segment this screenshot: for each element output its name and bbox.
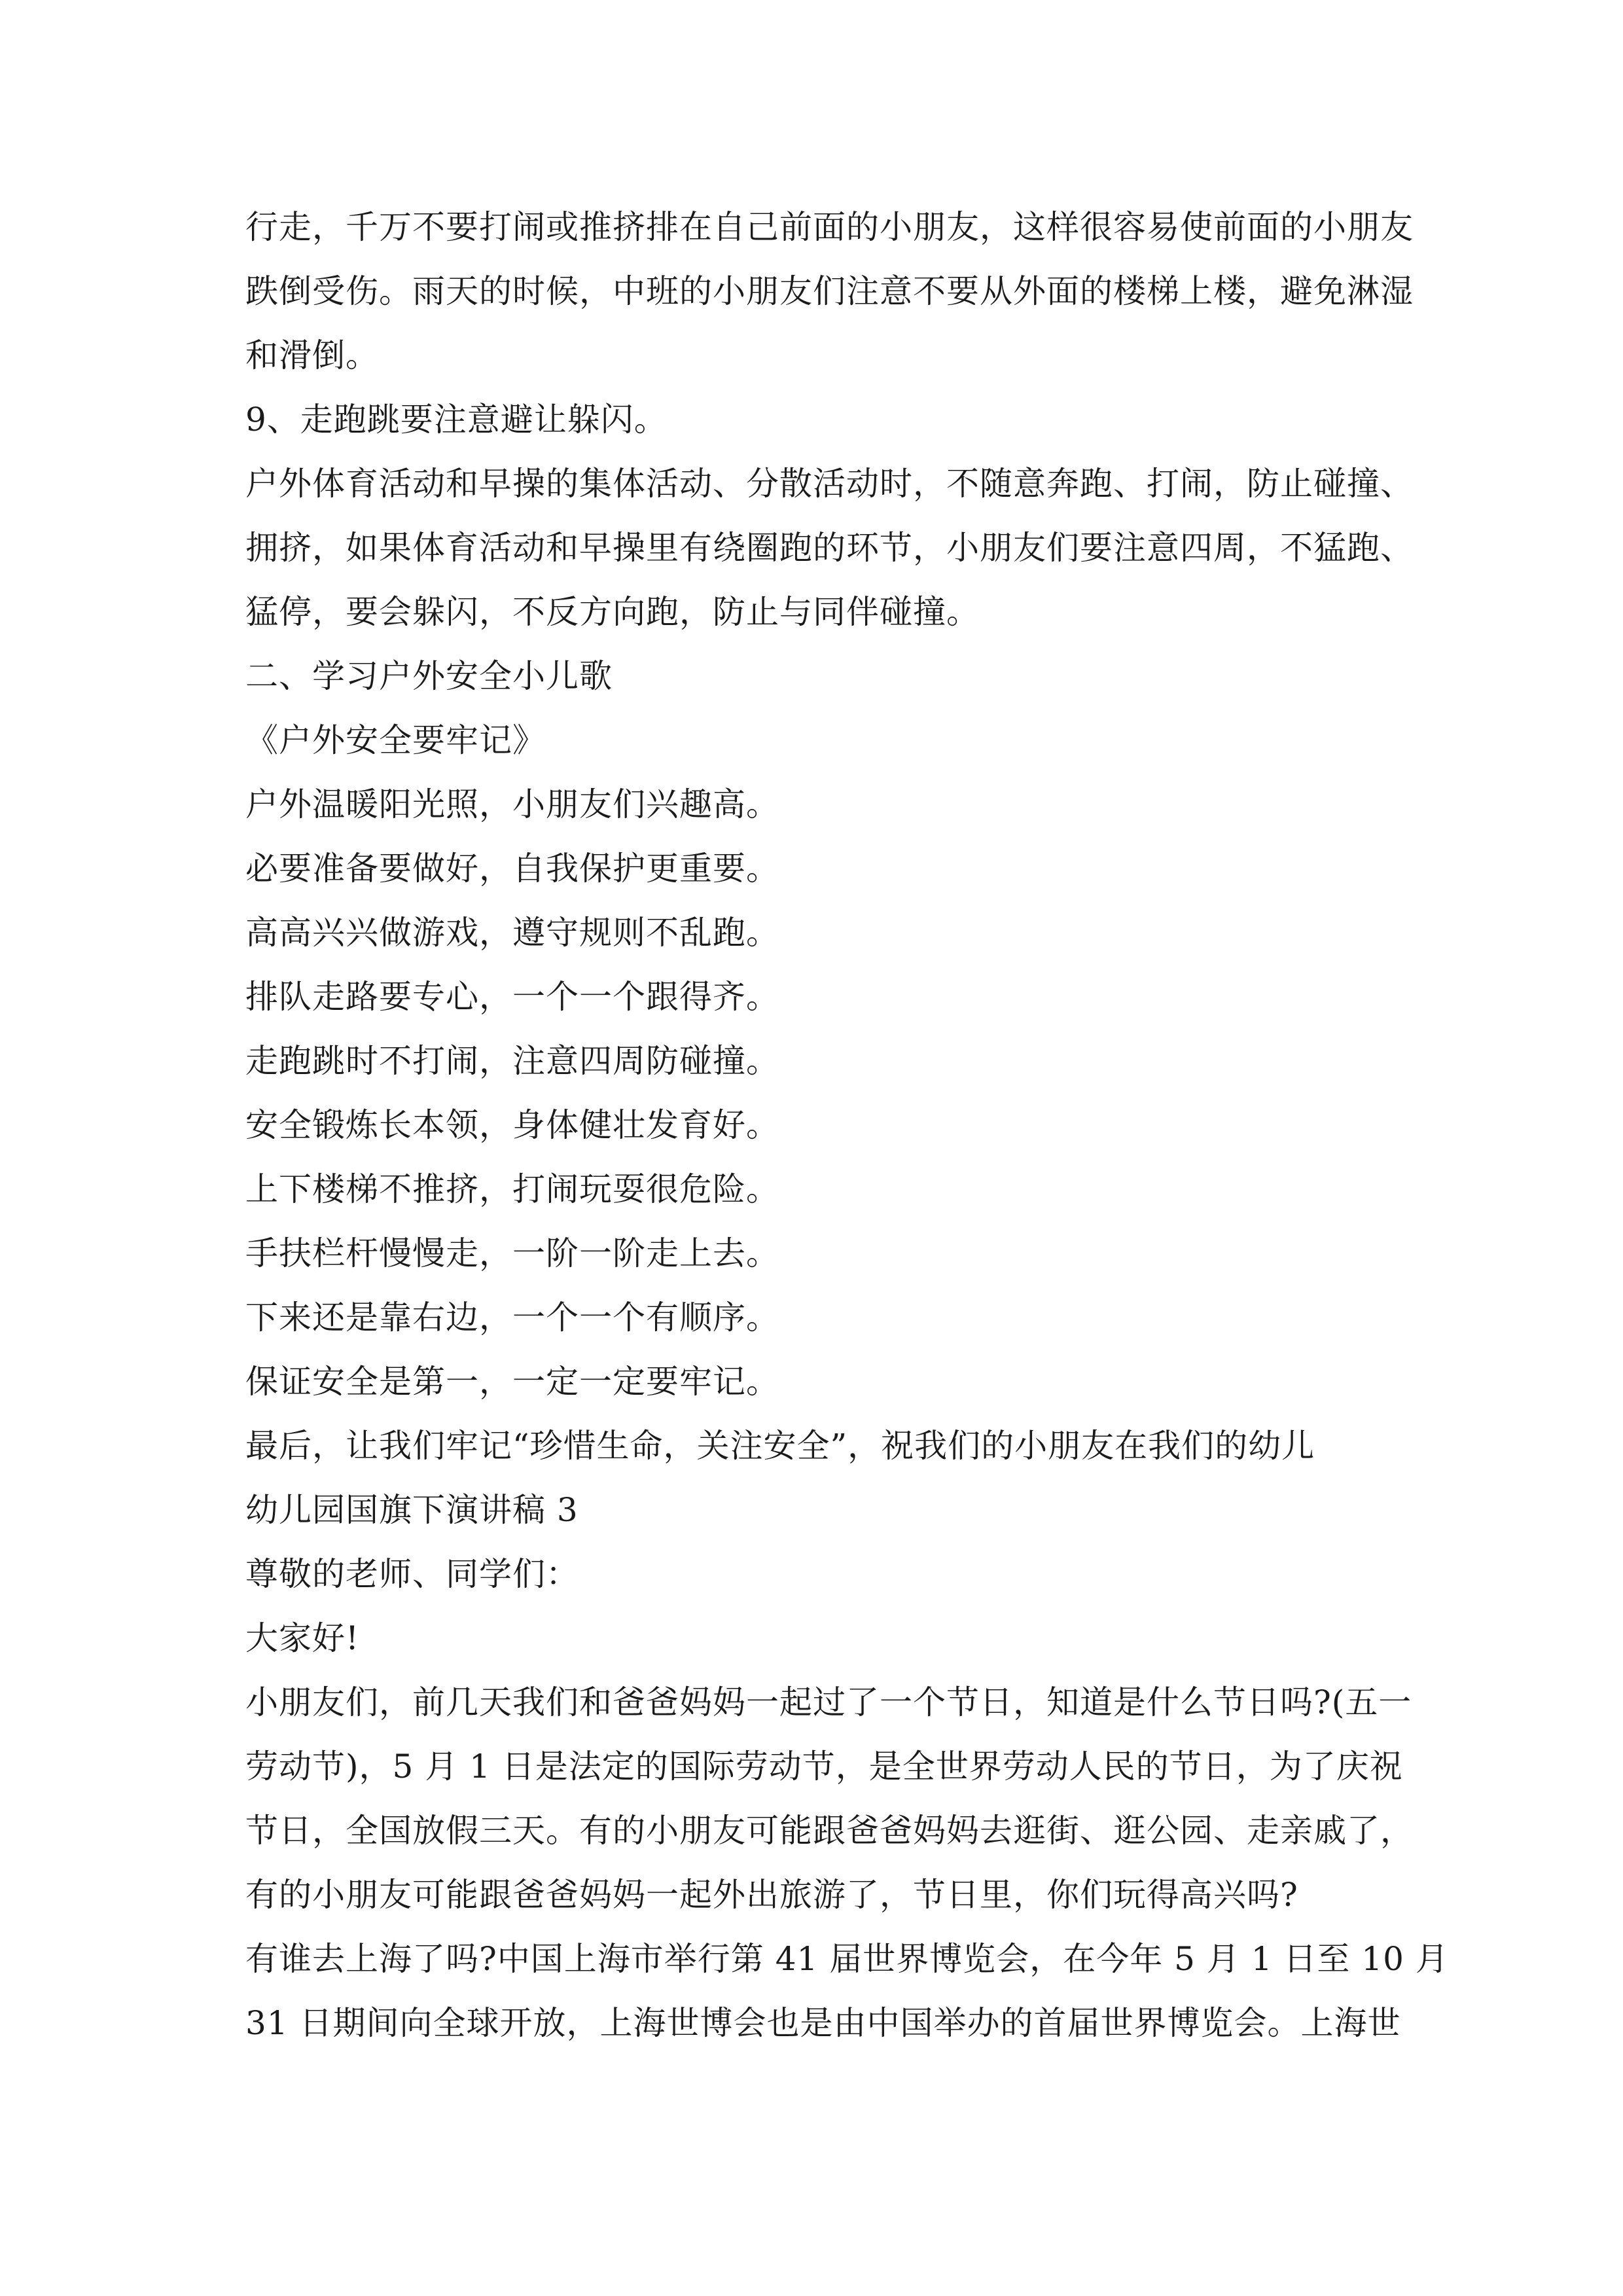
poem-line: 户外温暖阳光照，小朋友们兴趣高。 (245, 785, 779, 823)
text-line: 行走，千万不要打闹或推挤排在自己前面的小朋友，这样很容易使前面的小朋友 (245, 208, 1414, 246)
text-line: 猛停，要会躲闪，不反方向跑，防止与同伴碰撞。 (245, 593, 980, 631)
poem-line: 必要准备要做好，自我保护更重要。 (245, 850, 779, 888)
salutation: 尊敬的老师、同学们： (245, 1555, 579, 1593)
poem-line: 高高兴兴做游戏，遵守规则不乱跑。 (245, 914, 779, 952)
text-line: 劳动节)，5 月 1 日是法定的国际劳动节，是全世界劳动人民的节日，为了庆祝 (245, 1748, 1403, 1785)
text-line: 有的小朋友可能跟爸爸妈妈一起外出旅游了，节日里，你们玩得高兴吗? (245, 1876, 1298, 1914)
poem-line: 排队走路要专心，一个一个跟得齐。 (245, 978, 779, 1016)
poem-line: 走跑跳时不打闹，注意四周防碰撞。 (245, 1042, 779, 1080)
poem-line: 安全锻炼长本领，身体健壮发育好。 (245, 1106, 779, 1144)
text-line: 31 日期间向全球开放，上海世博会也是由中国举办的首届世界博览会。上海世 (245, 2004, 1401, 2042)
document-body (245, 195, 1449, 2055)
speech-title: 幼儿园国旗下演讲稿 3 (245, 1491, 579, 1529)
text-line: 户外体育活动和早操的集体活动、分散活动时，不随意奔跑、打闹，防止碰撞、 (245, 465, 1414, 503)
poem-line: 手扶栏杆慢慢走，一阶一阶走上去。 (245, 1234, 779, 1272)
poem-line: 下来还是靠右边，一个一个有顺序。 (245, 1299, 779, 1336)
section-heading: 二、学习户外安全小儿歌 (245, 657, 613, 695)
poem-line: 上下楼梯不推挤，打闹玩耍很危险。 (245, 1170, 779, 1208)
text-line: 小朋友们，前几天我们和爸爸妈妈一起过了一个节日，知道是什么节日吗?(五一 (245, 1683, 1412, 1721)
greeting: 大家好! (245, 1619, 360, 1657)
text-line: 节日，全国放假三天。有的小朋友可能跟爸爸妈妈去逛街、逛公园、走亲戚了， (245, 1812, 1414, 1850)
poem-title: 《户外安全要牢记》 (245, 721, 546, 759)
text-line: 跌倒受伤。雨天的时候，中班的小朋友们注意不要从外面的楼梯上楼，避免淋湿 (245, 272, 1414, 310)
poem-line: 保证安全是第一，一定一定要牢记。 (245, 1363, 779, 1401)
text-line: 最后，让我们牢记“珍惜生命，关注安全”，祝我们的小朋友在我们的幼儿 (245, 1427, 1315, 1465)
section-item-heading: 9、走跑跳要注意避让躲闪。 (245, 401, 668, 439)
text-line: 和滑倒。 (245, 336, 379, 374)
text-line: 有谁去上海了吗?中国上海市举行第 41 届世界博览会，在今年 5 月 1 日至 10 月 (245, 1940, 1449, 1978)
text-line: 拥挤，如果体育活动和早操里有绕圈跑的环节，小朋友们要注意四周，不猛跑、 (245, 529, 1414, 567)
